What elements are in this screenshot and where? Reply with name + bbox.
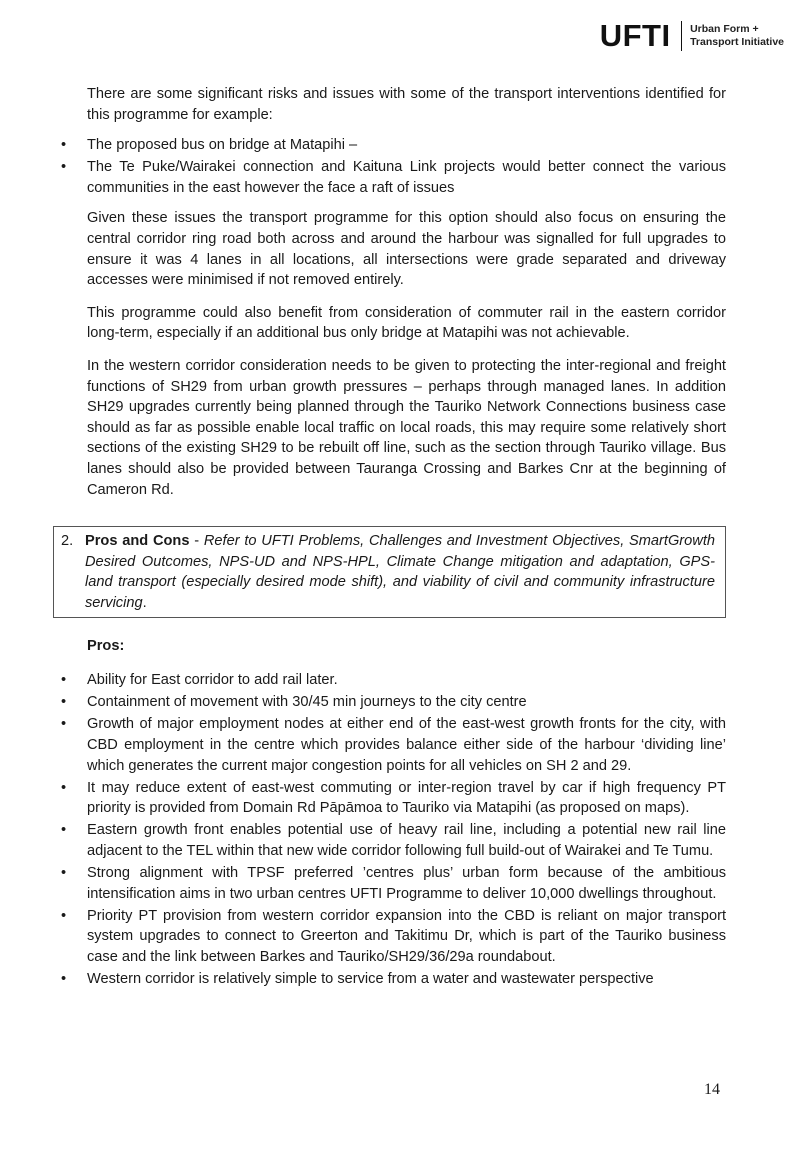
body-paragraph: This programme could also benefit from consideration of commuter rail in the eastern corridor long-term, especially if an additional bus only bridge at Matapihi was not achievable. [87, 304, 726, 342]
section-dash: - [189, 533, 204, 550]
logo-divider [681, 21, 683, 51]
ufti-header [600, 20, 784, 51]
list-item: • Western corridor is relatively simple to service from a water and wastewater perspective [56, 969, 726, 990]
page-number: 14 [704, 1081, 720, 1098]
risk-list [56, 135, 726, 198]
pros-list [56, 670, 726, 989]
body-paragraph: Given these issues the transport programme for this option should also focus on ensuring the central corridor ring road both across and around the harbour was signalled for full upgrades to ensure it was 4 lanes in all locations, all intersections were grade separated and driveway accesses were minimised if not removed entirely. [87, 210, 726, 289]
list-item: • Containment of movement with 30/45 min journeys to the city centre [56, 692, 726, 713]
logo-tagline-line1: Urban Form + [690, 23, 759, 35]
list-item: • Growth of major employment nodes at either end of the east-west growth fronts for the city, with CBD employment in the centre which provides balance either side of the harbour ‘dividing line’ which generates the current major congestion points for all vehicles on SH 2 and 29. [56, 714, 726, 776]
list-item: • It may reduce extent of east-west commuting or inter-region travel by car if high frequency PT priority is provided from Domain Rd Pāpāmoa to Tauriko via Matapihi (as proposed on maps). [56, 778, 726, 819]
logo-tagline-line2: Transport Initiative [690, 35, 784, 48]
section-number: 2. [61, 533, 74, 550]
section-end: . [142, 594, 147, 611]
list-item: • Ability for East corridor to add rail later. [56, 670, 726, 691]
list-item: • The proposed bus on bridge at Matapihi – [56, 135, 726, 156]
body-paragraph: In the western corridor consideration needs to be given to protecting the inter-regional and freight functions of SH29 from urban growth pressures – perhaps through managed lanes. In addition SH29 upgrades currently being planned through the Tauriko Network Connections business case should as far as possible enable local traffic on local roads, this may require some relatively short sections of the existing SH29 to be rebuilt off line, such as the section through Tauriko village. Bus lanes should also be provided between Tauranga Crossing and Barkes Cnr at the beginning of Cameron Rd. [87, 358, 726, 498]
list-item: • Priority PT provision from western corridor expansion into the CBD is reliant on major transport system upgrades to connect to Greerton and Takitimu Dr, which is part of the Tauriko business case and the link between Barkes and Tauriko/SH29/36/29a roundabout. [56, 906, 726, 968]
logo-tagline [690, 23, 784, 48]
section-body: Refer to UFTI Problems, Challenges and Investment Objectives, SmartGrowth Desired Outcomes, NPS-UD and NPS-HPL, Climate Change mitigation and adaptation, GPS-land transport (especially desired mode shift), and viability of civil and community infrastructure servicing [85, 533, 715, 611]
intro-paragraph: There are some significant risks and issues with some of the transport interventions identified for this programme for example: [87, 86, 726, 123]
list-item: • Strong alignment with TPSF preferred ’centres plus’ urban form because of the ambitious intensification aims in two urban centres UFTI Programme to deliver 10,000 dwellings throughout. [56, 863, 726, 904]
pros-heading: Pros: [87, 637, 125, 654]
ufti-logo: UFTI [599, 18, 671, 53]
document-body [56, 84, 726, 991]
section-description [85, 531, 715, 613]
section-title: Pros and Cons [85, 533, 190, 550]
list-item: • Eastern growth front enables potential use of heavy rail line, including a potential new rail line adjacent to the TEL within that new wide corridor following full build-out of Wairakei and Te Tumu. [56, 820, 726, 861]
pros-cons-box [53, 526, 726, 617]
list-item: • The Te Puke/Wairakei connection and Kaituna Link projects would better connect the various communities in the east however the face a raft of issues [56, 157, 726, 198]
